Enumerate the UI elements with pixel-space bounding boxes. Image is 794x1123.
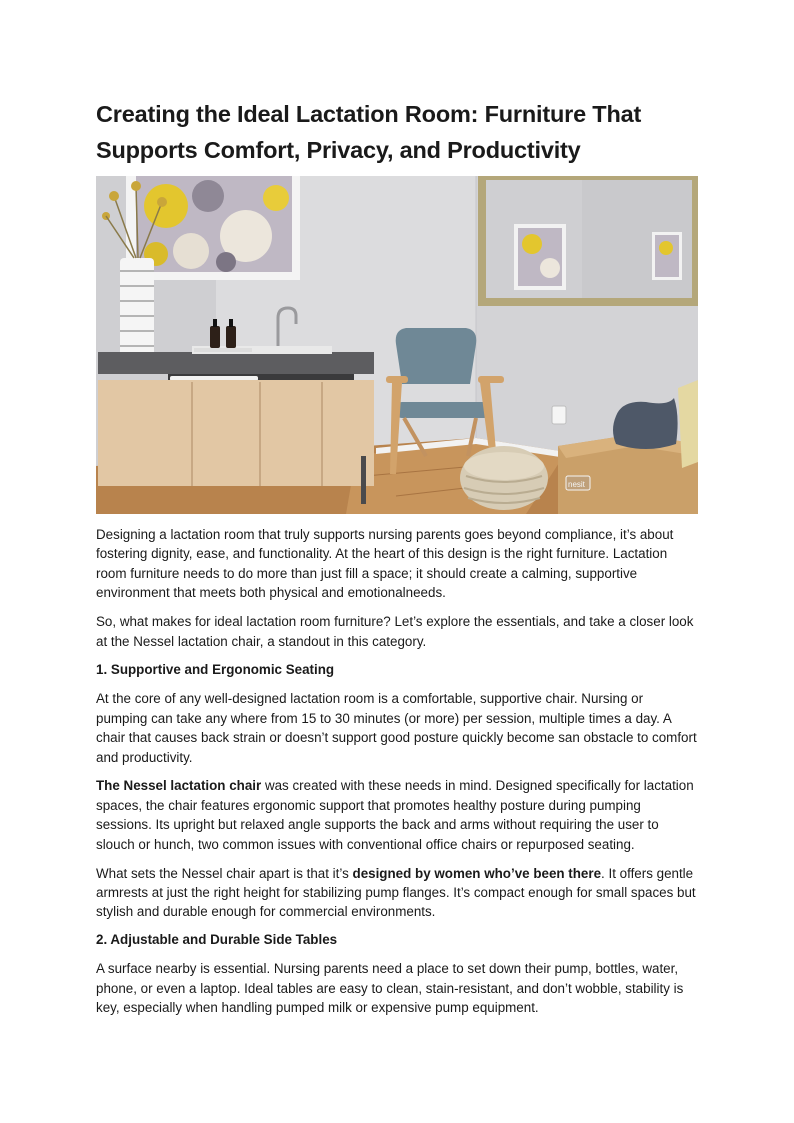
- lactation-room-photo: [96, 176, 698, 514]
- nessel-chair-text: was created with these needs in mind. Designed specifically for lactation spaces, the chair features ergonomic support that promotes healthy posture during pumping sessions. Its upright but relaxed angle supports the back and arms without requiring the user to slouch or hunch, two common issues with conventional office chairs or repurposed seating.: [96, 778, 694, 852]
- intro-paragraph: Designing a lactation room that truly supports nursing parents goes beyond compliance, it’s about fostering dignity, ease, and functionality. At the heart of this design is the right furniture. Lactation room furniture needs to do more than just fill a space; it should create a calming, supportive environment that meets both physical and emotionalneeds.: [96, 527, 674, 601]
- designed-by-women-text: . It offers gentle armrests at just the right height for stabilizing pump flanges. It’s compact enough for small spaces but stylish and durable enough for commercial environments.: [96, 865, 696, 920]
- section-heading-side-tables: 2. Adjustable and Durable Side Tables: [96, 932, 338, 948]
- nessel-chair-emphasis: The Nessel lactation chair: [96, 778, 262, 794]
- designed-by-women-emphasis: designed by women who’ve been there: [352, 865, 602, 881]
- nessel-chair-paragraph: [96, 776, 698, 854]
- seating-paragraph: At the core of any well-designed lactation room is a comfortable, supportive chair. Nursing or pumping can take any where from 15 to 30 minutes (or more) per session, multiple times a day. A chair that causes back strain or doesn’t support good posture quickly become san obstacle to comfort and productivity.: [96, 691, 697, 765]
- question-paragraph: So, what makes for ideal lactation room furniture? Let’s explore the essentials, and take a closer look at the Nessel lactation chair, a standout in this category.: [96, 614, 694, 649]
- section-heading-seating: 1. Supportive and Ergonomic Seating: [96, 662, 335, 678]
- side-tables-paragraph: A surface nearby is essential. Nursing parents need a place to set down their pump, bottles, water, phone, or even a laptop. Ideal tables are easy to clean, stain-resistant, and don’t wobble, stability is key, especially when handling pumped milk or expensive pump equipment.: [96, 961, 684, 1016]
- article-title: Creating the Ideal Lactation Room: Furniture That Supports Comfort, Privacy, and Productivity: [96, 101, 642, 163]
- designed-by-women-paragraph: [96, 864, 698, 922]
- designed-by-women-lead: What sets the Nessel chair apart is that it’s: [96, 865, 353, 881]
- nessel-logo-mark: nesit: [568, 480, 585, 489]
- article-body: [96, 96, 698, 1017]
